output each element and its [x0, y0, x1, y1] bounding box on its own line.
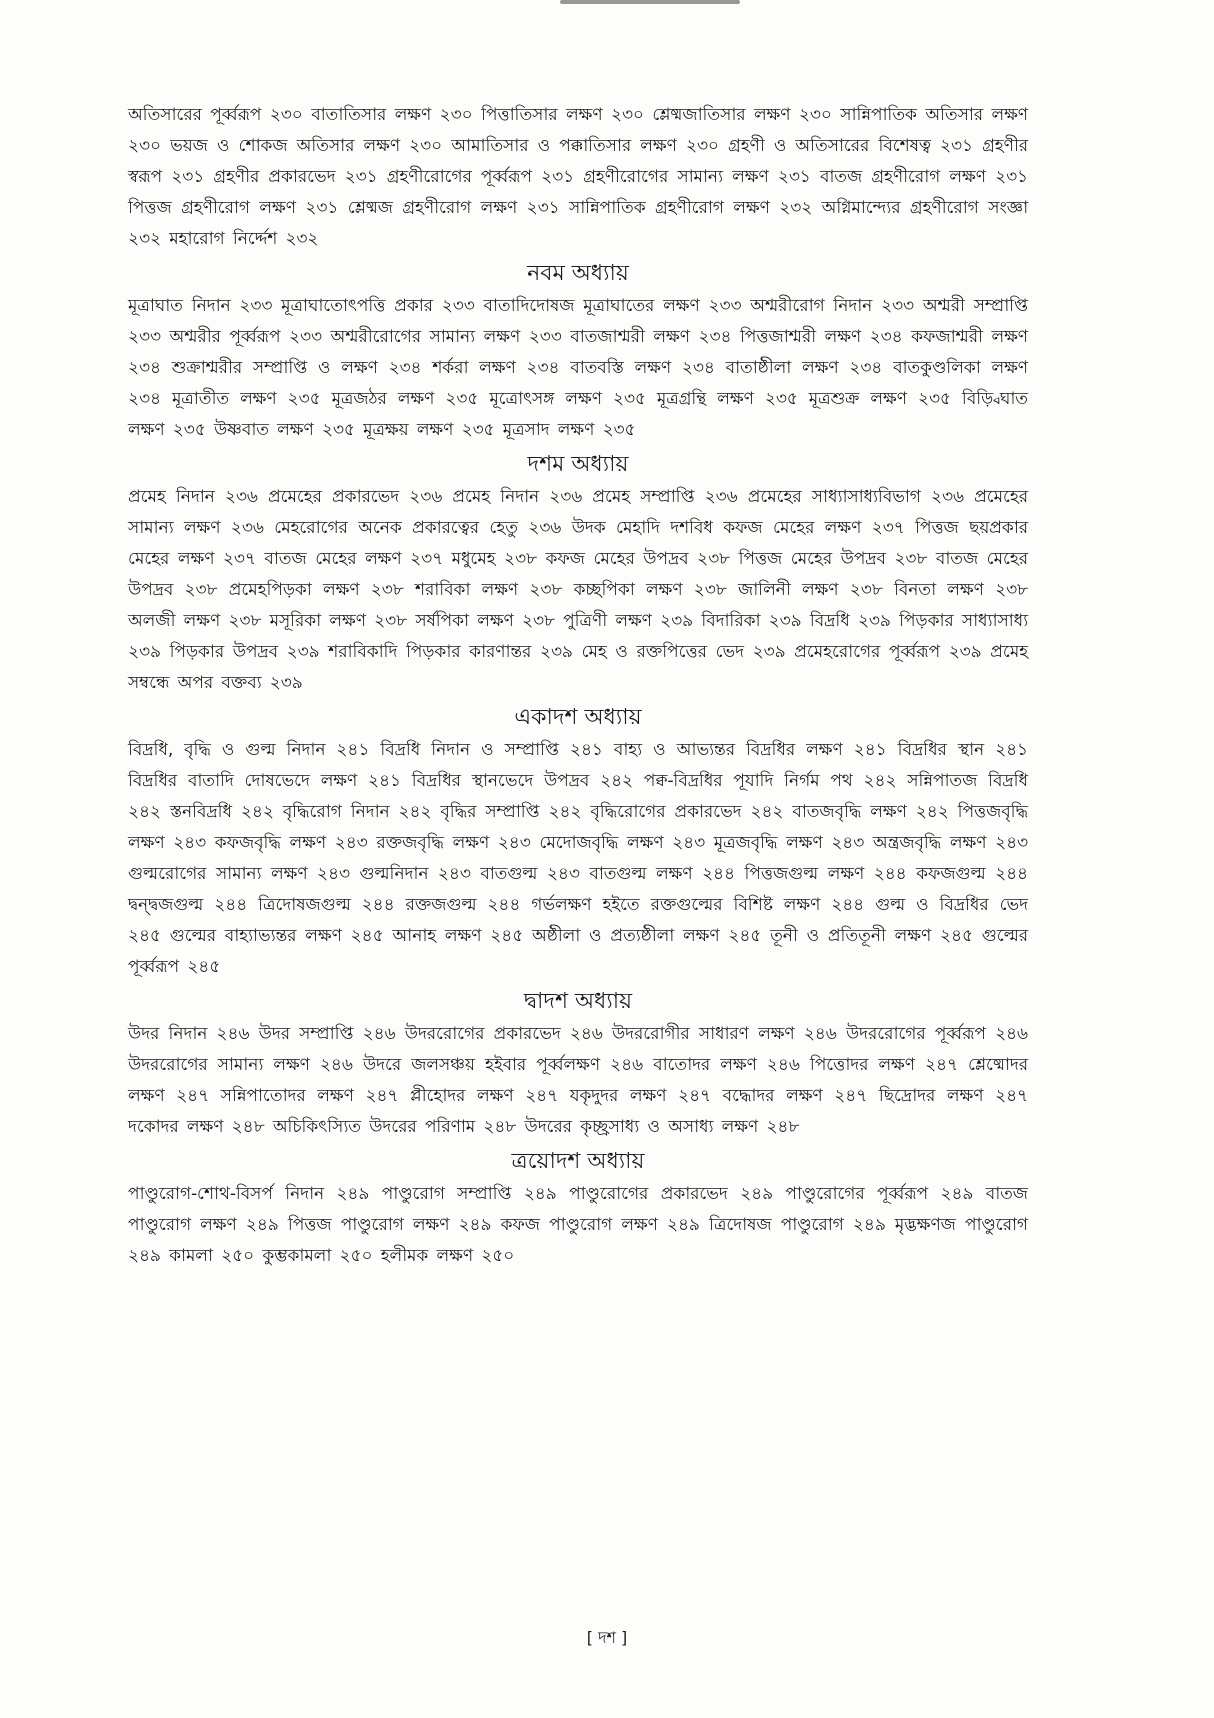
scan-artifact	[560, 0, 740, 4]
chapter-heading-12: দ্বাদশ অধ্যায়	[523, 989, 633, 1014]
table-of-contents-page	[128, 100, 1028, 1272]
chapter-9-contents: মূত্রাঘাত নিদান ২৩৩ মূত্রাঘাতোৎপত্তি প্রকার ২৩৩ বাতাদিদোষজ মূত্রাঘাতের লক্ষণ ২৩৩ অশ্মরীরোগ নিদান ২৩৩ অশ্মরী সম্প্রাপ্তি ২৩৩ অশ্মরীর পূর্ব্বরূপ ২৩৩ অশ্মরীরোগের সামান্য লক্ষণ ২৩৩ বাতজাশ্মরী লক্ষণ ২৩৪ পিত্তজাশ্মরী লক্ষণ ২৩৪ কফজাশ্মরী লক্ষণ ২৩৪ শুক্রাশ্মরীর সম্প্রাপ্তি ও লক্ষণ ২৩৪ শর্করা লক্ষণ ২৩৪ বাতবস্তি লক্ষণ ২৩৪ বাতাষ্ঠীলা লক্ষণ ২৩৪ বাতকুণ্ডলিকা লক্ষণ ২৩৪ মূত্রাতীত লক্ষণ ২৩৫ মূত্রজঠর লক্ষণ ২৩৫ মূত্রোৎসঙ্গ লক্ষণ ২৩৫ মূত্রগ্রন্থি লক্ষণ ২৩৫ মূত্রশুক্র লক্ষণ ২৩৫ বিড়্বিঘাত লক্ষণ ২৩৫ উষ্ণবাত লক্ষণ ২৩৫ মূত্রক্ষয় লক্ষণ ২৩৫ মূত্রসাদ লক্ষণ ২৩৫	[128, 296, 1028, 440]
chapter-11-contents: বিদ্রধি, বৃদ্ধি ও গুল্ম নিদান ২৪১ বিদ্রধি নিদান ও সম্প্রাপ্তি ২৪১ বাহ্য ও আভ্যন্তর বিদ্রধির লক্ষণ ২৪১ বিদ্রধির স্থান ২৪১ বিদ্রধির বাতাদি দোষভেদে লক্ষণ ২৪১ বিদ্রধির স্থানভেদে উপদ্রব ২৪২ পক্ব-বিদ্রধির পূযাদি নির্গম পথ ২৪২ সন্নিপাতজ বিদ্রধি ২৪২ স্তনবিদ্রধি ২৪২ বৃদ্ধিরোগ নিদান ২৪২ বৃদ্ধির সম্প্রাপ্তি ২৪২ বৃদ্ধিরোগের প্রকারভেদ ২৪২ বাতজবৃদ্ধি লক্ষণ ২৪২ পিত্তজবৃদ্ধি লক্ষণ ২৪৩ কফজবৃদ্ধি লক্ষণ ২৪৩ রক্তজবৃদ্ধি লক্ষণ ২৪৩ মেদোজবৃদ্ধি লক্ষণ ২৪৩ মূত্রজবৃদ্ধি লক্ষণ ২৪৩ অন্ত্রজবৃদ্ধি লক্ষণ ২৪৩ গুল্মরোগের সামান্য লক্ষণ ২৪৩ গুল্মনিদান ২৪৩ বাতগুল্ম ২৪৩ বাতগুল্ম লক্ষণ ২৪৪ পিত্তজগুল্ম লক্ষণ ২৪৪ কফজগুল্ম ২৪৪ দ্বন্দ্বজগুল্ম ২৪৪ ত্রিদোষজগুল্ম ২৪৪ রক্তজগুল্ম ২৪৪ গর্ভলক্ষণ হইতে রক্তগুল্মের বিশিষ্ট লক্ষণ ২৪৪ গুল্ম ও বিদ্রধির ভেদ ২৪৫ গুল্মের বাহ্যাভ্যন্তর লক্ষণ ২৪৫ আনাহ লক্ষণ ২৪৫ অষ্ঠীলা ও প্রত্যষ্ঠীলা লক্ষণ ২৪৫ তূনী ও প্রতিতূনী লক্ষণ ২৪৫ গুল্মের পূর্ব্বরূপ ২৪৫	[128, 740, 1028, 977]
chapter-heading-10: দশম অধ্যায়	[527, 452, 629, 477]
chapter-12-contents: উদর নিদান ২৪৬ উদর সম্প্রাপ্তি ২৪৬ উদররোগের প্রকারভেদ ২৪৬ উদররোগীর সাধারণ লক্ষণ ২৪৬ উদররোগের পূর্ব্বরূপ ২৪৬ উদররোগের সামান্য লক্ষণ ২৪৬ উদরে জলসঞ্চয় হইবার পূর্ব্বলক্ষণ ২৪৬ বাতোদর লক্ষণ ২৪৬ পিত্তোদর লক্ষণ ২৪৭ শ্লেষ্মোদর লক্ষণ ২৪৭ সন্নিপাতোদর লক্ষণ ২৪৭ প্লীহোদর লক্ষণ ২৪৭ যকৃদুদর লক্ষণ ২৪৭ বদ্ধোদর লক্ষণ ২৪৭ ছিদ্রোদর লক্ষণ ২৪৭ দকোদর লক্ষণ ২৪৮ অচিকিৎস্যিত উদরের পরিণাম ২৪৮ উদরের কৃচ্ছ্রসাধ্য ও অসাধ্য লক্ষণ ২৪৮	[128, 1024, 1028, 1137]
page-number: [ দশ ]	[586, 1628, 628, 1647]
section-continued-atisar-grahani: অতিসারের পূর্ব্বরূপ ২৩০ বাতাতিসার লক্ষণ ২৩০ পিত্তাতিসার লক্ষণ ২৩০ শ্লেষ্মজাতিসার লক্ষণ ২৩০ সান্নিপাতিক অতিসার লক্ষণ ২৩০ ভয়জ ও শোকজ অতিসার লক্ষণ ২৩০ আমাতিসার ও পক্কাতিসার লক্ষণ ২৩০ গ্রহণী ও অতিসারের বিশেষত্ব ২৩১ গ্রহণীর স্বরূপ ২৩১ গ্রহণীর প্রকারভেদ ২৩১ গ্রহণীরোগের পূর্ব্বরূপ ২৩১ গ্রহণীরোগের সামান্য লক্ষণ ২৩১ বাতজ গ্রহণীরোগ লক্ষণ ২৩১ পিত্তজ গ্রহণীরোগ লক্ষণ ২৩১ শ্লেষ্মজ গ্রহণীরোগ লক্ষণ ২৩১ সান্নিপাতিক গ্রহণীরোগ লক্ষণ ২৩২ অগ্নিমান্দ্যের গ্রহণীরোগ সংজ্ঞা ২৩২ মহারোগ নির্দ্দেশ ২৩২	[128, 105, 1028, 249]
chapter-heading-11: একাদশ অধ্যায়	[514, 705, 642, 730]
chapter-10-contents: প্রমেহ নিদান ২৩৬ প্রমেহের প্রকারভেদ ২৩৬ প্রমেহ নিদান ২৩৬ প্রমেহ সম্প্রাপ্তি ২৩৬ প্রমেহের সাধ্যাসাধ্যবিভাগ ২৩৬ প্রমেহের সামান্য লক্ষণ ২৩৬ মেহরোগের অনেক প্রকারত্বের হেতু ২৩৬ উদক মেহাদি দশবিধ কফজ মেহের লক্ষণ ২৩৭ পিত্তজ ছয়প্রকার মেহের লক্ষণ ২৩৭ বাতজ মেহের লক্ষণ ২৩৭ মধুমেহ ২৩৮ কফজ মেহের উপদ্রব ২৩৮ পিত্তজ মেহের উপদ্রব ২৩৮ বাতজ মেহের উপদ্রব ২৩৮ প্রমেহপিড়কা লক্ষণ ২৩৮ শরাবিকা লক্ষণ ২৩৮ কচ্ছপিকা লক্ষণ ২৩৮ জালিনী লক্ষণ ২৩৮ বিনতা লক্ষণ ২৩৮ অলজী লক্ষণ ২৩৮ মসূরিকা লক্ষণ ২৩৮ সর্ষপিকা লক্ষণ ২৩৮ পুত্রিণী লক্ষণ ২৩৯ বিদারিকা ২৩৯ বিদ্রধি ২৩৯ পিড়কার সাধ্যাসাধ্য ২৩৯ পিড়কার উপদ্রব ২৩৯ শরাবিকাদি পিড়কার কারণান্তর ২৩৯ মেহ ও রক্তপিত্তের ভেদ ২৩৯ প্রমেহরোগের পূর্ব্বরূপ ২৩৯ প্রমেহ সম্বন্ধে অপর বক্তব্য ২৩৯	[128, 487, 1028, 693]
chapter-13-contents: পাণ্ডুরোগ-শোথ-বিসর্প নিদান ২৪৯ পাণ্ডুরোগ সম্প্রাপ্তি ২৪৯ পাণ্ডুরোগের প্রকারভেদ ২৪৯ পাণ্ডুরোগের পূর্ব্বরূপ ২৪৯ বাতজ পাণ্ডুরোগ লক্ষণ ২৪৯ পিত্তজ পাণ্ডুরোগ লক্ষণ ২৪৯ কফজ পাণ্ডুরোগ লক্ষণ ২৪৯ ত্রিদোষজ পাণ্ডুরোগ ২৪৯ মৃদ্ভক্ষণজ পাণ্ডুরোগ ২৪৯ কামলা ২৫০ কুম্ভকামলা ২৫০ হলীমক লক্ষণ ২৫০	[128, 1184, 1028, 1266]
chapter-heading-13: ত্রয়োদশ অধ্যায়	[511, 1149, 645, 1174]
chapter-heading-9: নবম অধ্যায়	[527, 261, 629, 286]
